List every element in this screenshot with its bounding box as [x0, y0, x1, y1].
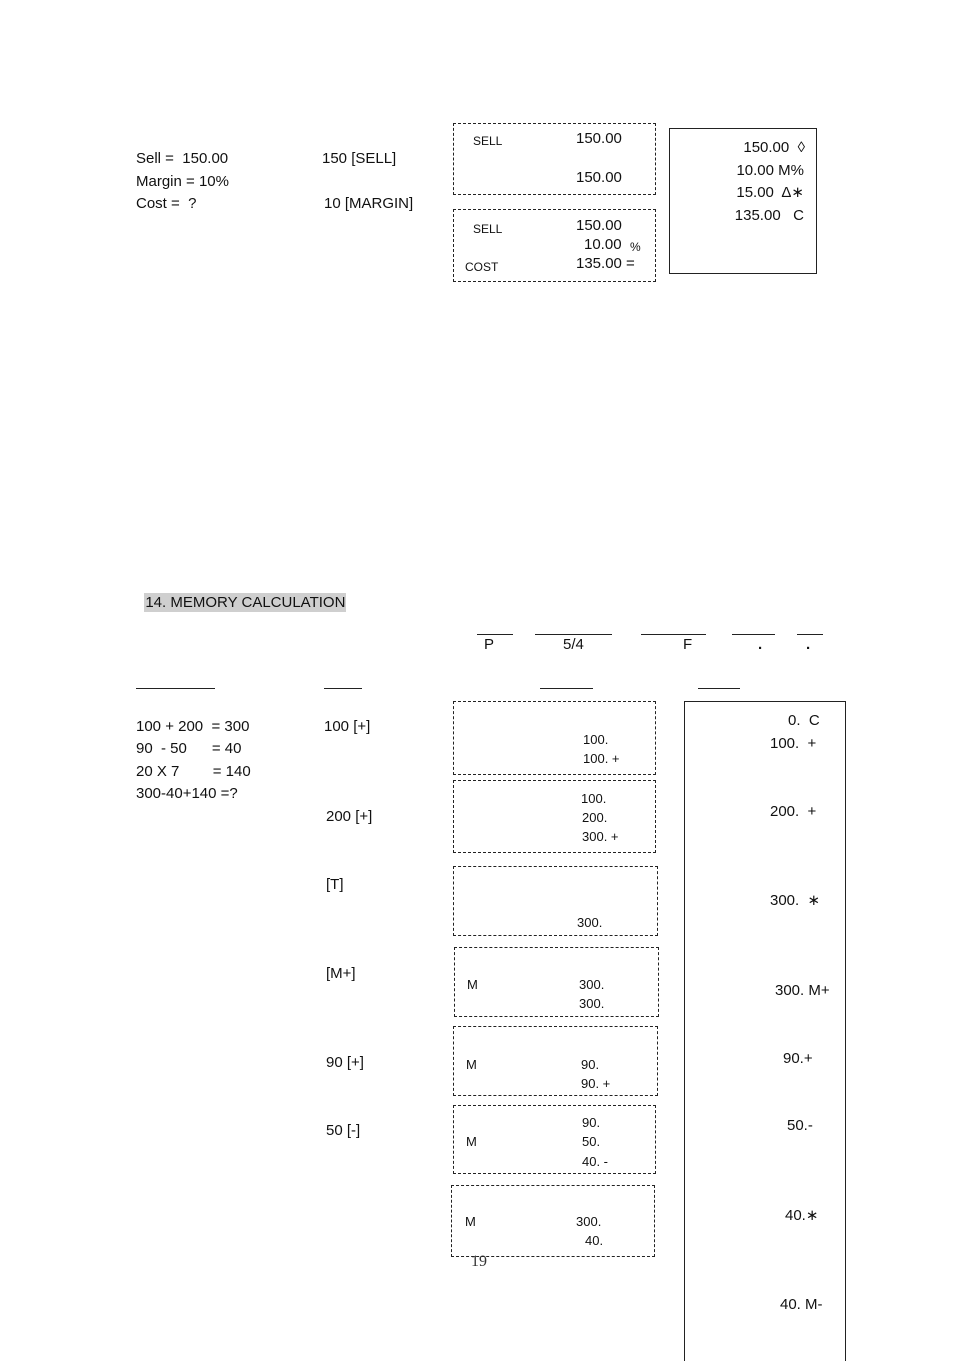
display-value: 200.	[582, 810, 608, 825]
display-indicator: SELL	[473, 134, 503, 148]
key-operation: [T]	[326, 876, 344, 893]
memory-indicator: M	[465, 1214, 476, 1229]
switch-line	[535, 634, 612, 635]
problem-line: 90 - 50 = 40	[136, 740, 242, 757]
problem-line: 100 + 200 = 300	[136, 718, 250, 735]
switch-label: P	[484, 636, 495, 653]
display-indicator: COST	[465, 260, 499, 274]
tape-line: 300. M+	[775, 982, 830, 999]
key-operation: 150 [SELL]	[322, 150, 397, 167]
column-rule	[540, 688, 593, 689]
display-value: 100. +	[583, 751, 620, 766]
key-operation: 10 [MARGIN]	[324, 195, 414, 212]
display-value: 100.	[581, 791, 607, 806]
display-value: 100.	[583, 732, 609, 747]
display-value: 300.	[579, 977, 605, 992]
display-value: 40. -	[582, 1154, 609, 1169]
tape-line: 200. +	[770, 803, 817, 820]
column-rule	[698, 688, 740, 689]
display-value: 10.00	[584, 236, 622, 253]
percent-indicator: %	[630, 240, 641, 254]
tape-line: 50.-	[787, 1117, 813, 1134]
tape-line: 135.00 C	[734, 207, 804, 224]
key-operation: 90 [+]	[326, 1054, 364, 1071]
print-tape	[669, 128, 817, 274]
tape-line: 15.00 Δ∗	[736, 184, 804, 201]
switch-label: F	[683, 636, 693, 653]
problem-line: Sell = 150.00	[136, 150, 229, 167]
memory-indicator: M	[467, 977, 478, 992]
tape-line: 150.00 ◊	[743, 139, 805, 156]
problem-line: Cost = ?	[136, 195, 197, 212]
memory-indicator: M	[466, 1134, 477, 1149]
display-box	[453, 1026, 658, 1096]
display-value: 50.	[582, 1134, 601, 1149]
display-box	[451, 1185, 655, 1257]
problem-line: Margin = 10%	[136, 173, 229, 190]
display-box	[453, 123, 656, 195]
column-rule	[324, 688, 362, 689]
column-rule	[136, 688, 215, 689]
section-title	[136, 576, 346, 612]
display-indicator: SELL	[473, 222, 503, 236]
display-value: 150.00	[576, 130, 622, 147]
display-box	[454, 947, 659, 1017]
switch-label: 5/4	[563, 636, 584, 653]
display-value: 150.00	[576, 169, 622, 186]
key-operation: 50 [-]	[326, 1122, 361, 1139]
tape-line: 0. C	[788, 712, 820, 729]
display-value: 300. +	[582, 829, 619, 844]
problem-line: 20 X 7 = 140	[136, 763, 251, 780]
problem-line: 300-40+140 =?	[136, 785, 238, 802]
key-operation: 100 [+]	[324, 718, 371, 735]
tape-line: 40.∗	[785, 1207, 819, 1224]
display-value: 150.00	[576, 217, 622, 234]
display-box	[453, 701, 656, 775]
display-box	[453, 209, 656, 282]
display-value: 300.	[577, 915, 603, 930]
switch-label: .	[806, 636, 811, 653]
print-tape	[684, 701, 846, 1361]
display-box	[453, 1105, 656, 1174]
tape-line: 100. +	[770, 735, 817, 752]
display-value: 90. +	[581, 1076, 611, 1091]
memory-indicator: M	[466, 1057, 477, 1072]
display-box	[453, 866, 658, 936]
switch-line	[641, 634, 706, 635]
key-operation: 200 [+]	[326, 808, 373, 825]
display-value: 135.00 =	[576, 255, 635, 272]
tape-line: 10.00 M%	[736, 162, 804, 179]
tape-line: 300. ∗	[770, 892, 821, 909]
switch-line	[732, 634, 775, 635]
display-box	[453, 780, 656, 853]
display-value: 90.	[582, 1115, 601, 1130]
page-number: 19	[471, 1253, 487, 1267]
switch-line	[797, 634, 823, 635]
key-operation: [M+]	[326, 965, 356, 982]
switch-line	[477, 634, 513, 635]
display-value: 300.	[579, 996, 605, 1011]
display-value: 90.	[581, 1057, 600, 1072]
tape-line: 90.+	[783, 1050, 813, 1067]
tape-line: 40. M-	[780, 1296, 823, 1313]
display-value: 300.	[576, 1214, 602, 1229]
section-title-text: 14. MEMORY CALCULATION	[145, 594, 346, 611]
switch-label: .	[758, 636, 763, 653]
display-value: 40.	[585, 1233, 604, 1248]
